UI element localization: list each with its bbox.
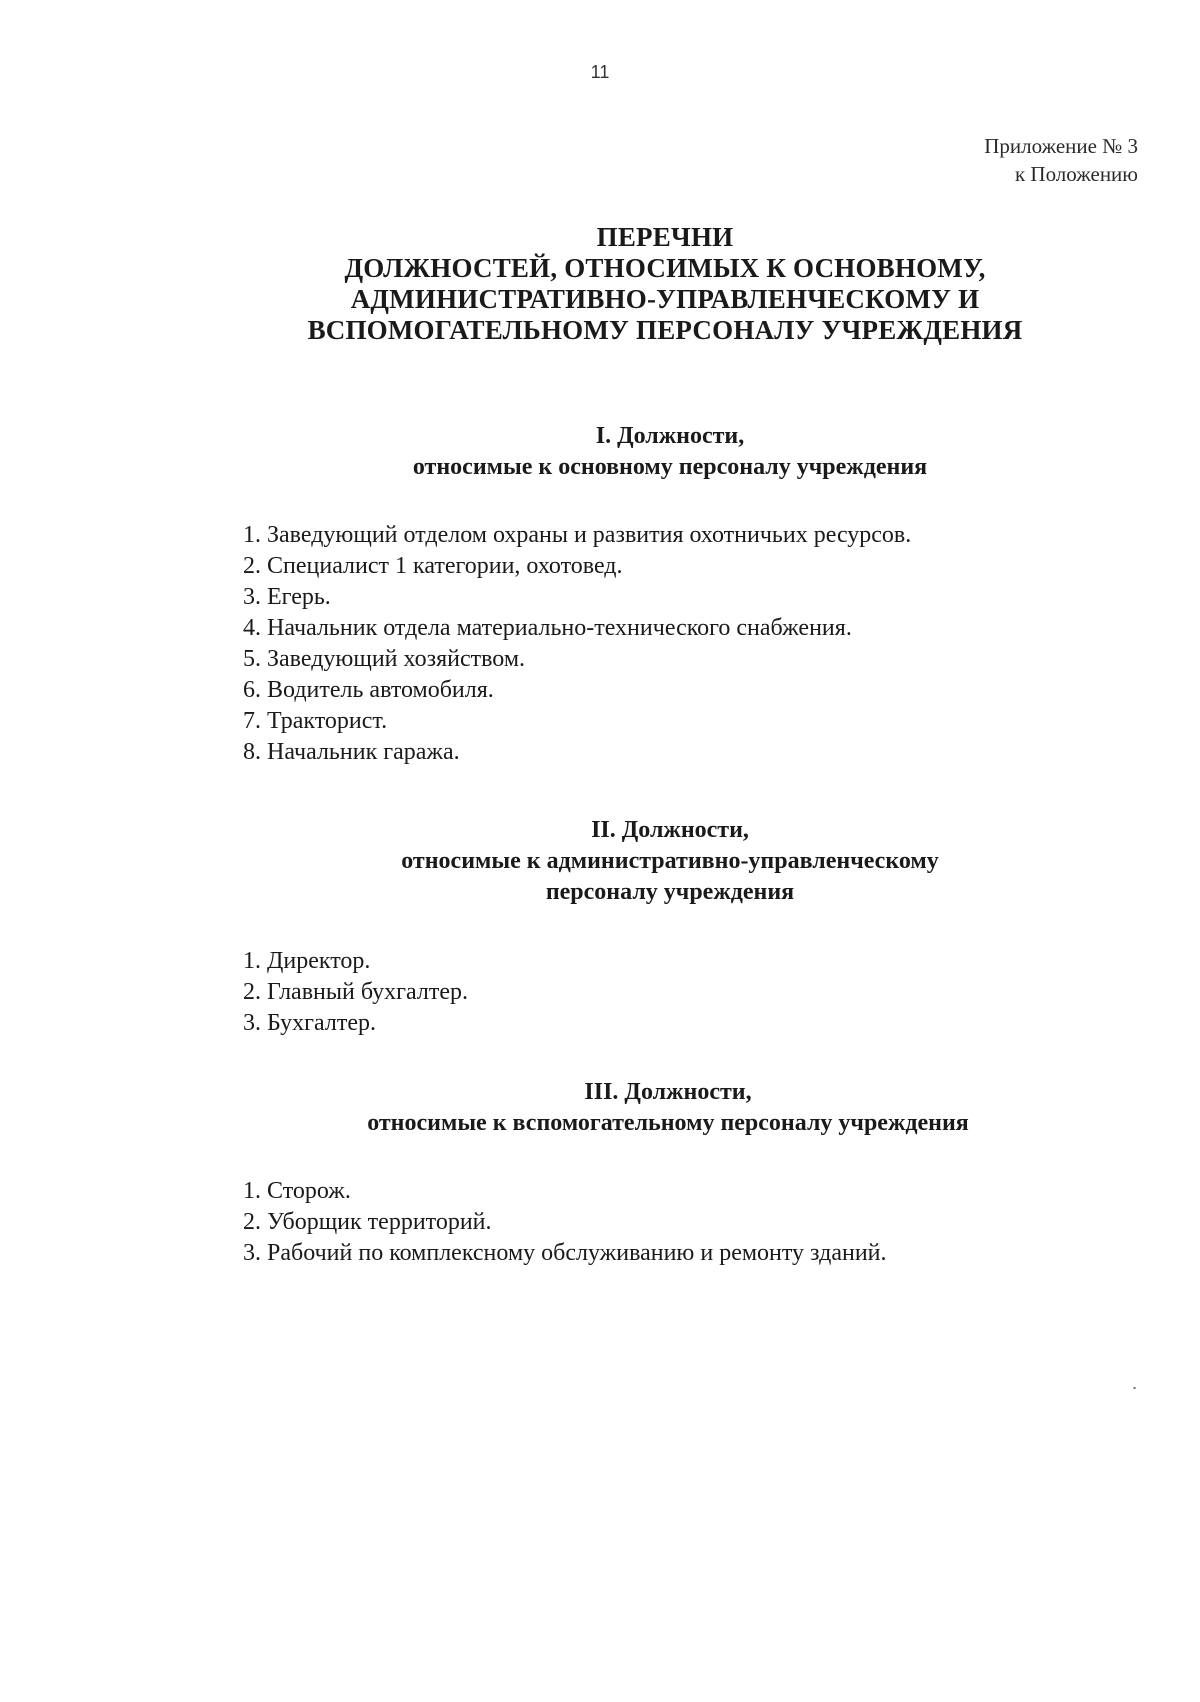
document-title	[0, 222, 1200, 346]
section-3-heading-line-2: относимые к вспомогательному персоналу учреждения	[367, 1110, 969, 1136]
section-1-heading	[0, 421, 1200, 483]
section-3-heading-line-1: III. Должности,	[584, 1079, 752, 1105]
title-line-3: АДМИНИСТРАТИВНО-УПРАВЛЕНЧЕСКОМУ И	[350, 284, 980, 314]
list-item: 5. Заведующий хозяйством.	[243, 646, 525, 672]
list-item: 6. Водитель автомобиля.	[243, 677, 494, 703]
title-line-4: ВСПОМОГАТЕЛЬНОМУ ПЕРСОНАЛУ УЧРЕЖДЕНИЯ	[307, 315, 1023, 345]
section-3-heading	[0, 1077, 1200, 1139]
section-3-list	[243, 1176, 887, 1269]
list-item: 1. Сторож.	[243, 1178, 351, 1204]
section-2-heading-line-1: II. Должности,	[591, 817, 749, 843]
section-2-list	[243, 946, 468, 1039]
list-item: 3. Бухгалтер.	[243, 1010, 377, 1036]
list-item: 2. Уборщик территорий.	[243, 1209, 492, 1235]
list-item: 7. Тракторист.	[243, 708, 388, 734]
section-2-heading	[0, 815, 1200, 908]
list-item: 3. Егерь.	[243, 584, 331, 610]
list-item: 1. Директор.	[243, 948, 371, 974]
title-line-2: ДОЛЖНОСТЕЙ, ОТНОСИМЫХ К ОСНОВНОМУ,	[344, 253, 986, 283]
list-item: 8. Начальник гаража.	[243, 739, 460, 765]
list-item: 4. Начальник отдела материально-технического снабжения.	[243, 615, 852, 641]
page-number: 11	[590, 62, 610, 82]
list-item: 2. Специалист 1 категории, охотовед.	[243, 553, 623, 579]
section-2-heading-line-3: персоналу учреждения	[545, 879, 795, 905]
appendix-line-1: Приложение № 3	[984, 134, 1138, 158]
list-item: 1. Заведующий отделом охраны и развития охотничьих ресурсов.	[243, 522, 912, 548]
section-1-heading-line-1: I. Должности,	[595, 423, 745, 449]
section-2-heading-line-2: относимые к административно-управленческому	[401, 848, 939, 874]
section-1-heading-line-2: относимые к основному персоналу учреждения	[412, 454, 928, 480]
list-item: 3. Рабочий по комплексному обслуживанию и ремонту зданий.	[243, 1240, 887, 1266]
appendix-reference	[984, 132, 1138, 188]
section-1-list	[243, 520, 911, 768]
list-item: 2. Главный бухгалтер.	[243, 979, 468, 1005]
title-line-1: ПЕРЕЧНИ	[596, 222, 734, 252]
appendix-line-2: к Положению	[1014, 162, 1138, 186]
scan-speck	[1133, 1387, 1136, 1389]
